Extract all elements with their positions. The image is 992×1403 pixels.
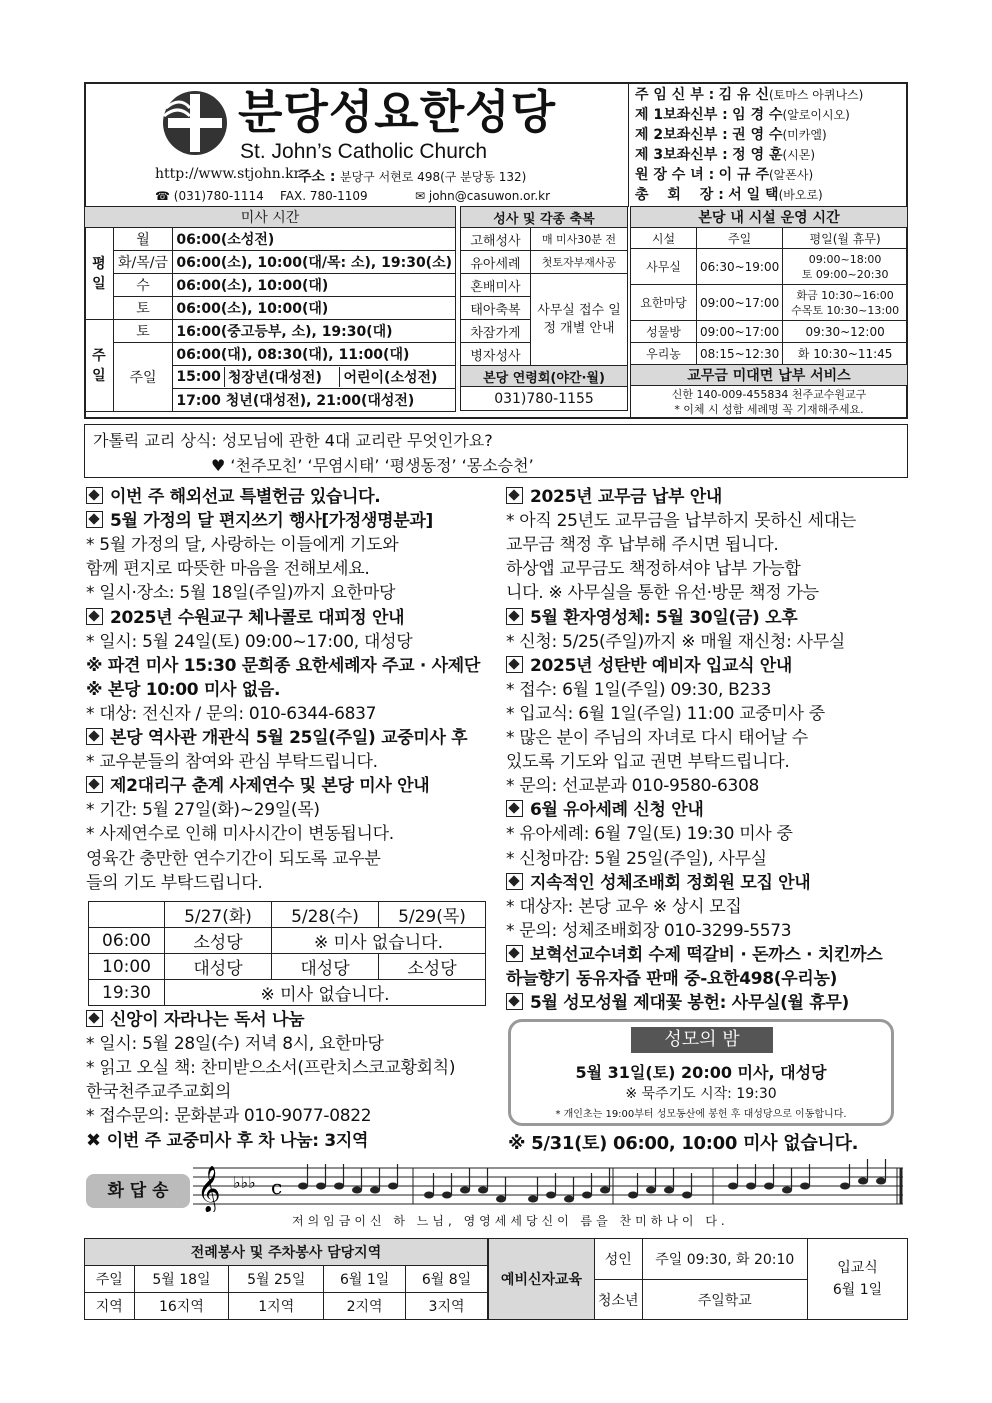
staff-baptismal: (바오로): [778, 188, 823, 202]
notice-heading: [506, 943, 882, 967]
training-cell: 소성당: [379, 954, 486, 980]
marian-title: 성모의 밤: [631, 1027, 773, 1053]
training-cell: 대성당: [165, 954, 272, 980]
training-date: 5/28(수): [272, 902, 379, 928]
music-note: [840, 1183, 850, 1190]
staff-baptismal: (미카엘): [782, 128, 827, 142]
notice-line: [506, 895, 742, 919]
music-note: [564, 1196, 574, 1203]
staff-row: [635, 185, 908, 205]
doctrine-question: 가톨릭 교리 상식: 성모님에 관한 4대 교리란 무엇인가요?: [93, 431, 493, 450]
notice-text: 제2대리구 춘계 사제연수 및 본당 미사 안내: [110, 776, 430, 797]
sunday-15-youth: 청장년(대성전): [224, 367, 340, 387]
notice-line: [86, 678, 280, 702]
svg-text:♭♭♭: ♭♭♭: [233, 1173, 256, 1192]
notice-text: * 대상자: 본당 교우 ※ 상시 모집: [506, 896, 742, 917]
service-date: 6월 1일: [324, 1266, 406, 1293]
sacrament-item: 혼배미사: [461, 274, 531, 297]
sunday-15-time: 15:00: [173, 367, 224, 387]
notice-line: [86, 630, 412, 654]
notice-line: [86, 1104, 371, 1128]
music-note: [582, 1192, 592, 1199]
facility-title: 본당 내 시설 운영 시간: [631, 207, 908, 228]
music-note: [424, 1192, 434, 1199]
tea-sharing-text: 이번 주 교중미사 후 차 나눔: 3지역: [106, 1131, 369, 1151]
logo-cross-icon: [160, 88, 230, 158]
doctrine-answer: ♥ ‘천주모친’ ‘무염시태’ ‘평생동정’ ‘몽소승천’: [211, 456, 534, 475]
staff-role: 제 2보좌신부 :: [635, 127, 728, 143]
music-note: [746, 1183, 756, 1190]
notice-line: [506, 967, 837, 991]
mass-day: 월: [113, 228, 173, 251]
training-cell: ※ 미사 없습니다.: [165, 980, 486, 1006]
facility-weekday: 09:30~12:00: [783, 321, 908, 343]
catechumen-youth: 청소년: [595, 1280, 643, 1320]
sacraments-table: [460, 206, 628, 411]
notice-text: * 접수: 6월 1일(주일) 09:30, B233: [506, 679, 772, 700]
music-note: [442, 1192, 452, 1199]
music-note: [388, 1183, 398, 1190]
marian-night-box: [508, 1019, 894, 1126]
mass-time-table: [84, 206, 456, 412]
notice-line: [86, 822, 394, 846]
notice-line: [86, 1032, 384, 1056]
notice-line: [86, 847, 381, 871]
notice-text: 6월 유아세례 신청 안내: [530, 800, 704, 821]
notice-line: [86, 750, 378, 774]
notice-text: * 교우분들의 참여와 관심 부탁드립니다.: [86, 752, 378, 773]
music-note: [664, 1187, 674, 1194]
notice-text: 들의 기도 부탁드립니다.: [86, 872, 263, 893]
staff-baptismal: (알로이시오): [782, 108, 850, 122]
weekend-label: 주일: [85, 320, 114, 412]
notice-text: * 문의: 선교분과 010-9580-6308: [506, 776, 760, 797]
notice-text: * 사제연수로 인해 미사시간이 변동됩니다.: [86, 824, 394, 845]
catechumen-adult: 성인: [595, 1239, 643, 1280]
staff-role: 원 장 수 녀 :: [635, 167, 715, 183]
phone: ☎ (031)780-1114: [155, 189, 264, 203]
training-date: 5/27(화): [165, 902, 272, 928]
facility-weekday: 화 10:30~11:45: [783, 343, 908, 365]
notice-line: [86, 581, 395, 605]
notice-line: [506, 581, 819, 605]
training-time: 10:00: [89, 954, 165, 980]
music-note: [858, 1178, 868, 1185]
ribbon-icon: ✖: [86, 1130, 101, 1151]
notice-text: ※ 파견 미사 15:30 문희종 요한세례자 주교 · 사제단: [86, 655, 481, 676]
notice-heading: [86, 606, 404, 630]
notice-text: 본당 역사관 개관식 5월 25일(주일) 교중미사 후: [110, 728, 468, 748]
notice-text: * 5월 가정의 달, 사랑하는 이들에게 기도와: [86, 535, 399, 556]
notice-text: 한국천주교주교회의: [86, 1082, 232, 1102]
notice-heading: [506, 485, 722, 509]
service-area-label: 지역: [85, 1293, 135, 1320]
mass-time: 06:00(소), 10:00(대): [173, 274, 456, 297]
music-note: [646, 1187, 656, 1194]
tea-sharing-line: [86, 1129, 368, 1153]
staff-baptismal: (토마스 아퀴나스): [768, 88, 864, 102]
doctrine-box: [84, 424, 908, 478]
sunday-day: 주일: [113, 343, 173, 412]
office-note: 사무실 접수 일정 개별 안내: [531, 274, 628, 366]
sacrament-item: 유아세례: [461, 251, 531, 274]
mass-time: 16:00(중고등부, 소), 19:30(대): [173, 320, 456, 343]
tithe-title: 교무금 미대면 납부 서비스: [631, 365, 908, 386]
staff-row: [635, 145, 908, 165]
notice-heading: [86, 726, 467, 750]
staff-name: 김 유 신: [718, 87, 769, 103]
service-date: 5월 25일: [229, 1266, 324, 1293]
notice-line: [506, 678, 771, 702]
notice-bullet-icon: [86, 728, 103, 745]
notice-text: 5월 환자영성체: 5월 30일(금) 오후: [530, 607, 798, 628]
notice-text: 5월 성모성월 제대꽃 봉헌: 사무실(월 휴무): [530, 993, 850, 1014]
music-note: [876, 1178, 886, 1185]
music-note: [528, 1196, 538, 1203]
notice-bullet-icon: [86, 1010, 103, 1027]
staff-name: 서 일 택: [728, 187, 779, 203]
notice-heading: [86, 509, 433, 533]
music-note: [316, 1183, 326, 1190]
notice-line: [506, 630, 845, 654]
notice-line: [506, 702, 825, 726]
notice-heading: [86, 774, 429, 798]
training-time: 06:00: [89, 928, 165, 954]
notice-line: [506, 847, 767, 871]
notice-text: * 일시: 5월 24일(토) 09:00~17:00, 대성당: [86, 631, 413, 652]
website-link[interactable]: http://www.stjohn.kr: [155, 166, 301, 182]
notice-text: * 문의: 성체조배회장 010-3299-5573: [506, 920, 792, 941]
staff-role: 주 임 신 부 :: [635, 87, 715, 103]
staff-name: 권 영 수: [732, 127, 783, 143]
music-note: [478, 1187, 488, 1194]
church-logo: [160, 88, 230, 158]
service-title: 전례봉사 및 주차봉사 담당지역: [85, 1239, 488, 1266]
marian-line2: ※ 묵주기도 시작: 19:30: [625, 1086, 777, 1102]
notice-line: [86, 1080, 231, 1104]
notice-line: [506, 557, 801, 581]
council-title: 본당 연령회(야간·월): [461, 366, 628, 387]
notice-text: * 많은 분이 주님의 자녀로 다시 태어날 수: [506, 728, 808, 748]
notice-heading: [506, 991, 849, 1015]
fax: FAX. 780-1109: [280, 189, 368, 203]
staff-role: 제 1보좌신부 :: [635, 107, 728, 123]
notice-text: 2025년 성탄반 예비자 입교식 안내: [530, 655, 793, 676]
notice-text: * 신청: 5/25(주일)까지 ※ 매월 재신청: 사무실: [506, 631, 845, 652]
training-time: 19:30: [89, 980, 165, 1006]
facility-table: [630, 206, 908, 418]
music-note: [334, 1183, 344, 1190]
notice-text: 하늘향기 동유자즙 판매 중-요한498(우리농): [506, 969, 838, 989]
facility-weekday: 화금 10:30~16:00: [796, 288, 894, 302]
entry-date: 6월 1일: [832, 1282, 883, 1298]
marian-line1: 5월 31일(토) 20:00 미사, 대성당: [575, 1063, 827, 1082]
facility-name: 요한마당: [631, 285, 697, 321]
catechumen-table: [488, 1238, 908, 1320]
service-week-label: 주일: [85, 1266, 135, 1293]
music-note: [800, 1183, 810, 1190]
facility-sunday: 09:00~17:00: [697, 285, 783, 321]
music-note: [600, 1187, 610, 1194]
staff-baptismal: (시몬): [782, 148, 816, 162]
staff-role: 제 3보좌신부 :: [635, 147, 728, 163]
service-area: 3지역: [406, 1293, 488, 1320]
service-date: 6월 8일: [406, 1266, 488, 1293]
facility-col: 시설: [631, 228, 697, 249]
email[interactable]: ✉ john@casuwon.or.kr: [415, 189, 551, 203]
notice-heading: [506, 871, 810, 895]
training-cell: 대성당: [272, 954, 379, 980]
training-cell: 소성당: [165, 928, 272, 954]
notice-text: * 기간: 5월 27일(화)~29일(목): [86, 800, 320, 821]
sacrament-item: 병자성사: [461, 343, 531, 366]
notice-line: [506, 774, 759, 798]
staff-name: 임 경 수: [732, 107, 783, 123]
catechumen-label: 예비신자교육: [489, 1239, 595, 1320]
catechumen-youth-time: 주일학교: [642, 1280, 807, 1320]
notice-bullet-icon: [506, 656, 523, 673]
council-phone: 031)780-1155: [461, 387, 628, 411]
staff-baptismal: (알폰사): [768, 168, 814, 182]
mass-time: 06:00(소성전): [173, 228, 456, 251]
mass-time: 06:00(소), 10:00(대): [173, 297, 456, 320]
notice-bullet-icon: [506, 993, 523, 1010]
sunday-17-time: 17:00 청년(대성전), 21:00(대성전): [173, 389, 456, 412]
mass-day: 토: [113, 320, 173, 343]
music-note: [628, 1192, 638, 1199]
notice-bullet-icon: [86, 511, 103, 528]
training-cell: ※ 미사 없습니다.: [272, 928, 486, 954]
service-date: 5월 18일: [134, 1266, 229, 1293]
service-area-table: [84, 1238, 488, 1320]
notice-line: [86, 871, 263, 895]
notice-bullet-icon: [506, 800, 523, 817]
notice-bullet-icon: [506, 945, 523, 962]
tithe-note: * 이체 시 성함 세례명 꼭 기재해주세요.: [674, 402, 864, 416]
music-note: [546, 1192, 556, 1199]
notice-heading: [86, 1008, 304, 1032]
mass-day: 토: [113, 297, 173, 320]
notice-text: 하상앱 교무금도 책정하셔야 납부 가능합: [506, 559, 801, 580]
notice-text: * 일시·장소: 5월 18일(주일)까지 요한마당: [86, 583, 396, 604]
notice-line: [86, 533, 398, 557]
staff-role: 총 회 장 :: [635, 187, 724, 203]
staff-name: 정 영 훈: [732, 147, 783, 163]
staff-name: 이 규 주: [718, 167, 769, 183]
sunday-mass-time: 06:00(대), 08:30(대), 11:00(대): [173, 343, 456, 366]
marian-line3: * 개인초는 19:00부터 성모동산에 봉헌 후 대성당으로 이동합니다.: [555, 1109, 847, 1120]
music-note: [298, 1183, 308, 1190]
notice-text: * 접수문의: 문화분과 010-9077-0822: [86, 1106, 372, 1126]
staff-row: [635, 165, 908, 185]
music-note: [764, 1183, 774, 1190]
notice-line: [86, 654, 480, 678]
staff-row: [635, 85, 908, 105]
notice-bullet-icon: [506, 487, 523, 504]
notice-text: * 일시: 5월 28일(수) 저녁 8시, 요한마당: [86, 1034, 384, 1054]
mass-day: 화/목/금: [113, 251, 173, 274]
staff-row: [635, 105, 908, 125]
psalm-lyrics: 저의임금이신 하 느님, 영영세세당신이 름을 찬미하나이 다.: [292, 1214, 729, 1228]
notice-heading: [506, 798, 703, 822]
notice-bullet-icon: [506, 608, 523, 625]
address: 분당구 서현로 498(구 분당동 132): [340, 170, 527, 184]
notice-line: [86, 557, 369, 581]
service-area: 2지역: [324, 1293, 406, 1320]
notice-bullet-icon: [86, 608, 103, 625]
facility-sunday: 09:00~17:00: [697, 321, 783, 343]
mass-time-title: 미사 시간: [85, 207, 456, 228]
notice-text: 5월 가정의 달 편지쓰기 행사[가정생명분과]: [110, 511, 434, 532]
notice-text: 2025년 교무금 납부 안내: [530, 487, 722, 507]
facility-name: 우리농: [631, 343, 697, 365]
staff-list: [628, 84, 908, 207]
notice-line: [86, 1056, 455, 1080]
no-mass-notice: ※ 5/31(토) 06:00, 10:00 미사 없습니다.: [508, 1133, 859, 1154]
notice-text: * 입교식: 6월 1일(주일) 11:00 교중미사 중: [506, 703, 825, 724]
facility-weekday: 09:00~18:00: [808, 252, 882, 266]
psalm-staff: [193, 1158, 905, 1212]
sacrament-item: 차잠가게: [461, 320, 531, 343]
facility-col: 평일(월 휴무): [783, 228, 908, 249]
facility-col: 주일: [697, 228, 783, 249]
notice-line: [506, 509, 856, 533]
priest-training-table: [88, 901, 486, 1006]
notice-line: [506, 726, 808, 750]
service-area: 1지역: [229, 1293, 324, 1320]
facility-name: 사무실: [631, 249, 697, 285]
notice-line: [506, 822, 793, 846]
church-name: 분당성요한성당: [238, 85, 557, 139]
weekday-label: 평일: [85, 228, 114, 320]
catechumen-adult-time: 주일 09:30, 화 20:10: [642, 1239, 807, 1280]
notice-line: [86, 798, 320, 822]
notice-text: 영육간 충만한 연수기간이 되도록 교우분: [86, 848, 381, 869]
notice-heading: [86, 485, 380, 509]
facility-weekday: 수목토 10:30~13:00: [791, 303, 900, 317]
notice-line: [86, 702, 376, 726]
notice-heading: [506, 654, 792, 678]
sunday-15-children: 어린이(소성전): [343, 370, 438, 386]
notice-text: ※ 본당 10:00 미사 없음.: [86, 679, 281, 700]
sacrament-item: 고해성사: [461, 228, 531, 251]
service-area: 16지역: [134, 1293, 229, 1320]
address-label: 주소 :: [298, 169, 336, 185]
music-note: [370, 1187, 380, 1194]
training-date: 5/29(목): [379, 902, 486, 928]
notice-text: 보혁선교수녀회 수제 떡갈비 · 돈까스 · 치킨까스: [530, 944, 883, 965]
music-note: [460, 1187, 470, 1194]
psalm-label: 화 답 송: [86, 1174, 190, 1208]
facility-sunday: 08:15~12:30: [697, 343, 783, 365]
notice-text: 교무금 책정 후 납부해 주시면 됩니다.: [506, 535, 779, 556]
notice-bullet-icon: [86, 487, 103, 504]
notice-text: 니다. ※ 사무실을 통한 유선·방문 책정 가능: [506, 583, 819, 604]
notice-text: 지속적인 성체조배회 정회원 모집 안내: [530, 872, 811, 893]
svg-text:𝄞: 𝄞: [197, 1166, 221, 1212]
notice-text: 신앙이 자라나는 독서 나눔: [110, 1010, 305, 1030]
notice-line: [506, 919, 791, 943]
music-note: [496, 1196, 506, 1203]
notice-bullet-icon: [506, 873, 523, 890]
notice-text: * 아직 25년도 교무금을 납부하지 못하신 세대는: [506, 511, 857, 532]
church-name-en: St. John’s Catholic Church: [240, 140, 488, 163]
facility-weekday: 토 09:00~20:30: [801, 267, 889, 281]
svg-text:c: c: [271, 1175, 283, 1199]
mass-time: 06:00(소), 10:00(대/목: 소), 19:30(소): [173, 251, 456, 274]
mass-day: 수: [113, 274, 173, 297]
sacrament-item: 태아축복: [461, 297, 531, 320]
facility-name: 성물방: [631, 321, 697, 343]
notice-text: * 유아세례: 6월 7일(토) 19:30 미사 중: [506, 824, 793, 845]
confession-note: 매 미사30분 전: [531, 228, 628, 251]
sacraments-title: 성사 및 각종 축복: [461, 207, 628, 228]
notice-heading: [506, 606, 797, 630]
notice-text: 있도록 기도와 입교 권면 부탁드립니다.: [506, 752, 790, 773]
infant-note: 첫토자부재사공: [531, 251, 628, 274]
entry-label: 입교식: [837, 1260, 878, 1276]
notice-text: 함께 편지로 따뜻한 마음을 전해보세요.: [86, 559, 370, 580]
notice-text: 이번 주 해외선교 특별헌금 있습니다.: [110, 487, 381, 507]
music-note: [682, 1192, 692, 1199]
notice-text: 2025년 수원교구 체나콜로 대피정 안내: [110, 607, 405, 628]
notice-text: * 신청마감: 5월 25일(주일), 사무실: [506, 848, 767, 869]
notice-line: [506, 533, 778, 557]
tithe-account: 신한 140-009-455834 천주교수원교구: [671, 387, 867, 401]
facility-sunday: 06:30~19:00: [697, 249, 783, 285]
notice-bullet-icon: [86, 776, 103, 793]
staff-row: [635, 125, 908, 145]
notice-text: * 대상: 전신자 / 문의: 010-6344-6837: [86, 703, 377, 724]
music-note: [728, 1183, 738, 1190]
music-note: [782, 1187, 792, 1194]
music-note: [352, 1187, 362, 1194]
notice-text: * 읽고 오실 책: 찬미받으소서(프란치스코교황회칙): [86, 1058, 456, 1078]
notice-line: [506, 750, 789, 774]
